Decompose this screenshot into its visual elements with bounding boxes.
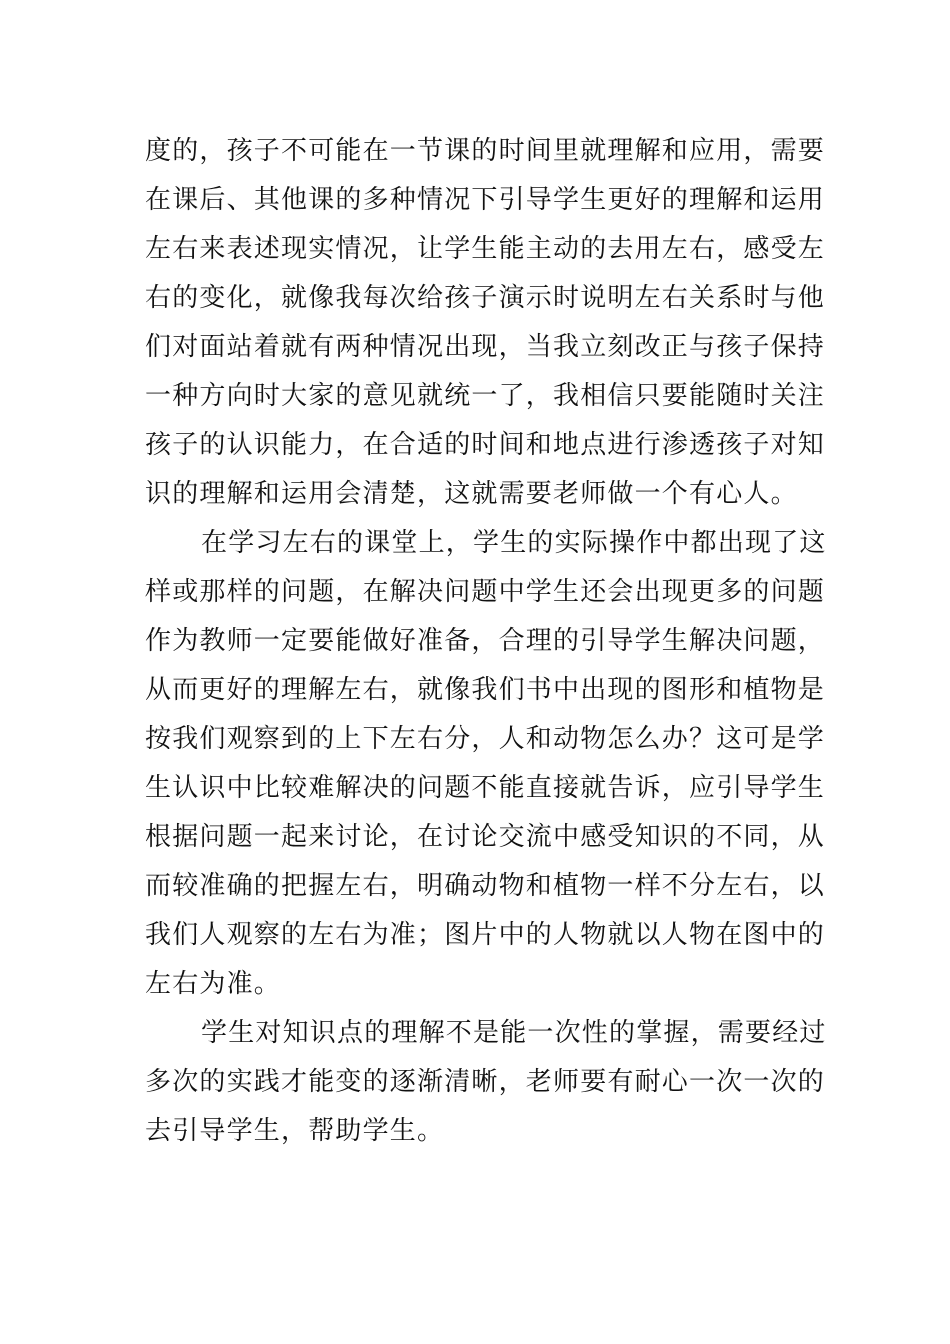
text-line: 我们人观察的左右为准；图片中的人物就以人物在图中的	[145, 920, 826, 950]
text-line: 学生对知识点的理解不是能一次性的掌握，需要经过	[201, 1018, 827, 1048]
text-line: 多次的实践才能变的逐渐清晰，老师要有耐心一次一次的	[145, 1067, 826, 1097]
text-line: 在学习左右的课堂上，学生的实际操作中都出现了这	[201, 528, 827, 558]
document-body	[145, 127, 827, 1156]
text-line: 作为教师一定要能做好准备，合理的引导学生解决问题，	[145, 626, 826, 656]
text-line: 识的理解和运用会清楚，这就需要老师做一个有心人。	[145, 479, 798, 509]
paragraph-1	[145, 127, 826, 519]
paragraph-3	[145, 1009, 827, 1156]
text-line: 样或那样的问题，在解决问题中学生还会出现更多的问题	[145, 577, 826, 607]
text-line: 们对面站着就有两种情况出现，当我立刻改正与孩子保持	[145, 332, 826, 362]
text-line: 在课后、其他课的多种情况下引导学生更好的理解和运用	[145, 185, 826, 215]
text-line: 去引导学生，帮助学生。	[145, 1116, 445, 1146]
text-line: 左右为准。	[145, 969, 282, 999]
text-line: 按我们观察到的上下左右分，人和动物怎么办？这可是学	[145, 724, 826, 754]
text-line: 左右来表述现实情况，让学生能主动的去用左右，感受左	[145, 234, 826, 264]
text-line: 孩子的认识能力，在合适的时间和地点进行渗透孩子对知	[145, 430, 826, 460]
text-line: 一种方向时大家的意见就统一了，我相信只要能随时关注	[145, 381, 826, 411]
text-line: 度的，孩子不可能在一节课的时间里就理解和应用，需要	[145, 136, 826, 166]
paragraph-2	[145, 519, 827, 1009]
text-line: 而较准确的把握左右，明确动物和植物一样不分左右，以	[145, 871, 826, 901]
text-line: 生认识中比较难解决的问题不能直接就告诉，应引导学生	[145, 773, 826, 803]
text-line: 右的变化，就像我每次给孩子演示时说明左右关系时与他	[145, 283, 826, 313]
text-line: 根据问题一起来讨论，在讨论交流中感受知识的不同，从	[145, 822, 826, 852]
text-line: 从而更好的理解左右，就像我们书中出现的图形和植物是	[145, 675, 826, 705]
